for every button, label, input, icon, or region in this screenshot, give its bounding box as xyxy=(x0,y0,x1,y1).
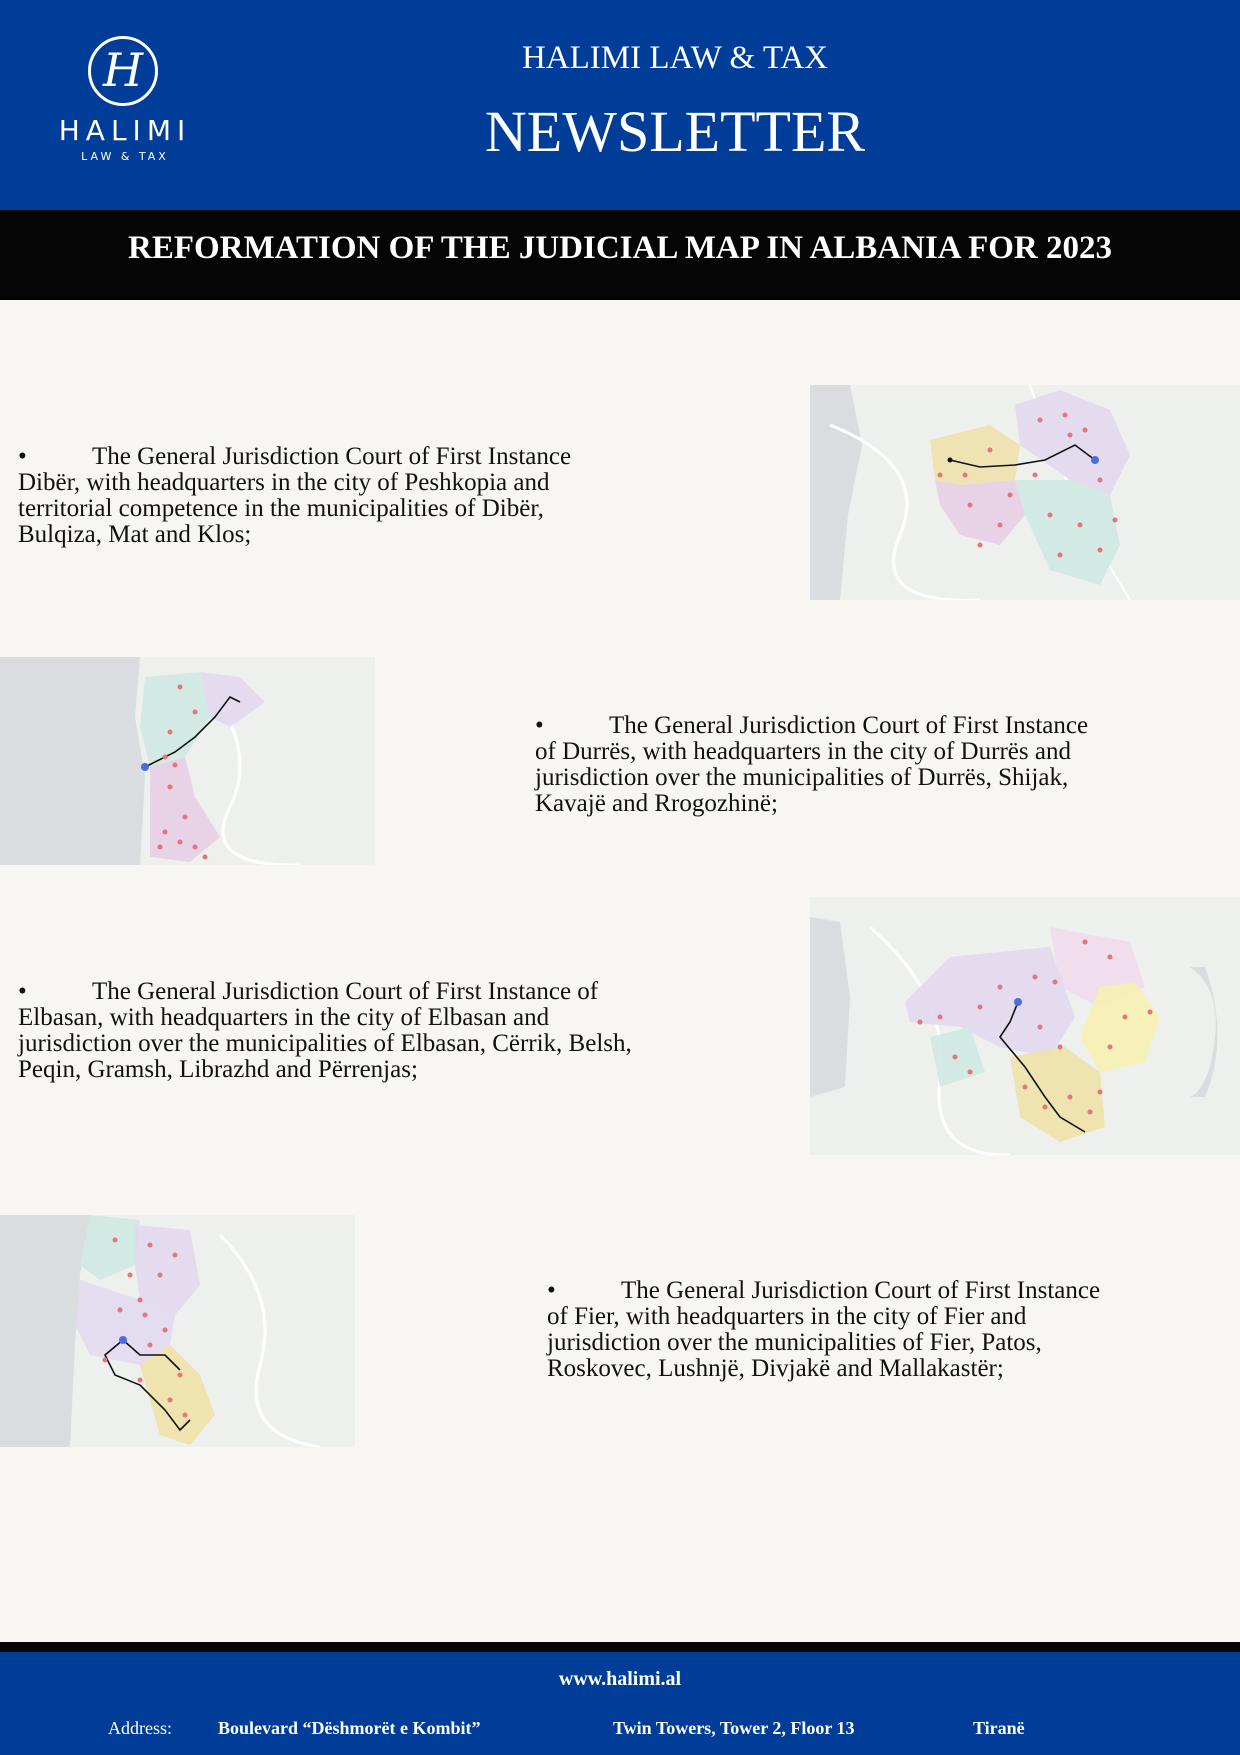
map-diber-graphic xyxy=(810,385,1240,600)
address-city: Tiranë xyxy=(973,1718,1025,1738)
map-durres xyxy=(0,657,375,865)
item-line: territorial competence in the municipalities of Dibër, xyxy=(18,495,544,522)
bullet: • xyxy=(535,712,544,739)
map-elbasan-graphic xyxy=(810,897,1240,1155)
address-building: Twin Towers, Tower 2, Floor 13 xyxy=(613,1718,855,1738)
item-line: Kavajë and Rrogozhinë; xyxy=(535,790,778,817)
court-item-durres xyxy=(535,713,1240,817)
logo-subtitle: LAW & TAX xyxy=(81,150,169,163)
firm-name: HALIMI LAW & TAX xyxy=(521,40,829,76)
logo-monogram: H xyxy=(102,43,144,97)
item-line: The General Jurisdiction Court of First Instance xyxy=(621,1277,1101,1304)
bullet: • xyxy=(18,978,27,1005)
item-line: jurisdiction over the municipalities of Durrës, Shijak, xyxy=(535,764,1069,791)
item-line: The General Jurisdiction Court of First Instance xyxy=(92,443,572,470)
item-line: The General Jurisdiction Court of First Instance xyxy=(609,712,1089,739)
map-elbasan xyxy=(810,897,1240,1155)
map-fier-graphic xyxy=(0,1215,355,1447)
header-banner xyxy=(0,0,1240,210)
court-item-elbasan xyxy=(18,979,808,1083)
document-title: REFORMATION OF THE JUDICIAL MAP IN ALBANIA FOR 2023 xyxy=(128,230,1112,266)
item-line: Bulqiza, Mat and Klos; xyxy=(18,521,252,548)
logo-name: HALIMI xyxy=(58,114,192,147)
halimi-logo xyxy=(40,36,210,176)
item-line: Elbasan, with headquarters in the city of Elbasan and xyxy=(18,1004,550,1031)
item-line: Dibër, with headquarters in the city of Peshkopia and xyxy=(18,469,550,496)
logo-monogram-circle xyxy=(88,36,158,106)
item-line: The General Jurisdiction Court of First Instance of xyxy=(92,978,599,1005)
item-line: Peqin, Gramsh, Librazhd and Përrenjas; xyxy=(18,1056,418,1083)
address-street: Boulevard “Dëshmorët e Kombit” xyxy=(218,1718,481,1738)
item-line: jurisdiction over the municipalities of Elbasan, Cërrik, Belsh, xyxy=(18,1030,632,1057)
newsletter-title: NEWSLETTER xyxy=(484,99,866,164)
bullet: • xyxy=(18,443,27,470)
item-line: Roskovec, Lushnjë, Divjakë and Mallakastër; xyxy=(547,1355,1004,1382)
website-link[interactable]: www.halimi.al xyxy=(558,1668,682,1690)
item-line: of Durrës, with headquarters in the city of Durrës and xyxy=(535,738,1071,765)
address-label: Address: xyxy=(108,1718,172,1738)
map-fier xyxy=(0,1215,355,1447)
map-diber xyxy=(810,385,1240,600)
court-item-fier xyxy=(547,1278,1240,1382)
title-bar xyxy=(0,210,1240,300)
footer-divider xyxy=(0,1642,1240,1652)
map-durres-graphic xyxy=(0,657,375,865)
bullet: • xyxy=(547,1277,556,1304)
footer xyxy=(0,1652,1240,1755)
item-line: jurisdiction over the municipalities of Fier, Patos, xyxy=(547,1329,1042,1356)
item-line: of Fier, with headquarters in the city of Fier and xyxy=(547,1303,1027,1330)
court-item-diber xyxy=(18,444,738,548)
